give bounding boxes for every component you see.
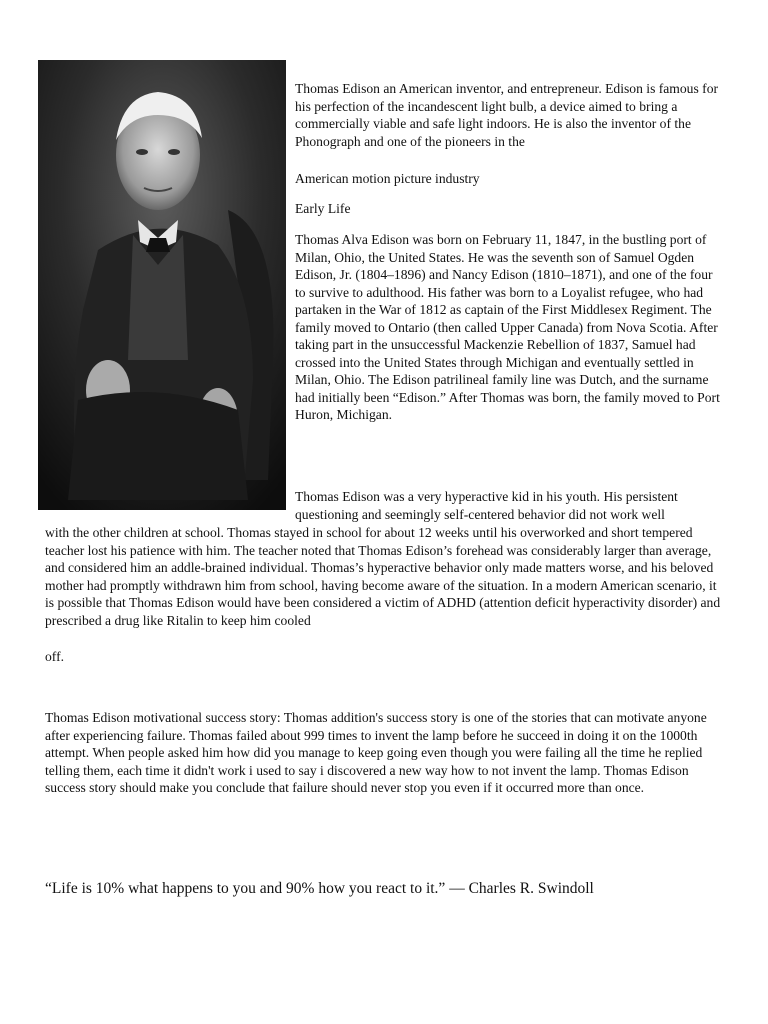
intro-paragraph: Thomas Edison an American inventor, and entrepreneur. Edison is famous for his perfection of the incandescent light bulb, a device aimed to bring a commercially viable and safe light indoors. He is also the inventor of the Phonograph and one of the pioneers in the (295, 81, 719, 149)
early-life-heading: Early Life (295, 201, 351, 216)
intro-continuation: American motion picture industry (295, 171, 480, 186)
success-story-paragraph: Thomas Edison motivational success story: Thomas addition's success story is one of the stories that can motivate anyone after experiencing failure. Thomas failed about 999 times to invent the lamp before he succeed in doing it on the 1000th attempt. When people asked him how did you manage to keep going even though you were failing all the time he replied telling them, each time it didn't work i used to say i discovered a new way how to not invent the lamp. Thomas Edison success story should make you conclude that failure should never stop you even if it occurred more than once. (45, 710, 707, 795)
youth-paragraph-end: off. (45, 649, 65, 664)
portrait-photo-icon (38, 60, 286, 510)
youth-paragraph-start: Thomas Edison was a very hyperactive kid in his youth. His persistent questioning and seemingly self-centered behavior did not work well (295, 489, 678, 522)
early-life-paragraph: Thomas Alva Edison was born on February 11, 1847, in the bustling port of Milan, Ohio, the United States. He was the seventh son of Samuel Ogden Edison, Jr. (1804–1896) and Nancy Edison (1810–1871), and one of the four to survive to adulthood. His father was born to a Loyalist refugee, who had partaken in the War of 1812 as captain of the First Middlesex Regiment. The family moved to Ontario (then called Upper Canada) from Nova Scotia. After taking part in the unsuccessful Mackenzie Rebellion of 1837, Samuel had crossed into the United States through Michigan and eventually settled in Milan, Ohio. The Edison patrilineal family line was Dutch, and the surname had initially been “Edison.” After Thomas was born, the family moved to Port Huron, Michigan. (295, 232, 720, 422)
youth-paragraph-rest: with the other children at school. Thomas stayed in school for about 12 weeks until his overworked and short tempered teacher lost his patience with him. The teacher noted that Thomas Edison’s forehead was considerably larger than average, and considered him an addle-brained individual. Thomas’s hyperactive behavior only made matters worse, and his beloved mother had promptly withdrawn him from school, having become aware of the situation. In a modern American scenario, it is possible that Thomas Edison would have been considered a victim of ADHD (attention deficit hyperactivity disorder) and prescribed a drug like Ritalin to keep him cooled (45, 525, 721, 628)
quote: “Life is 10% what happens to you and 90% how you react to it.” — Charles R. Swindoll (45, 879, 594, 897)
